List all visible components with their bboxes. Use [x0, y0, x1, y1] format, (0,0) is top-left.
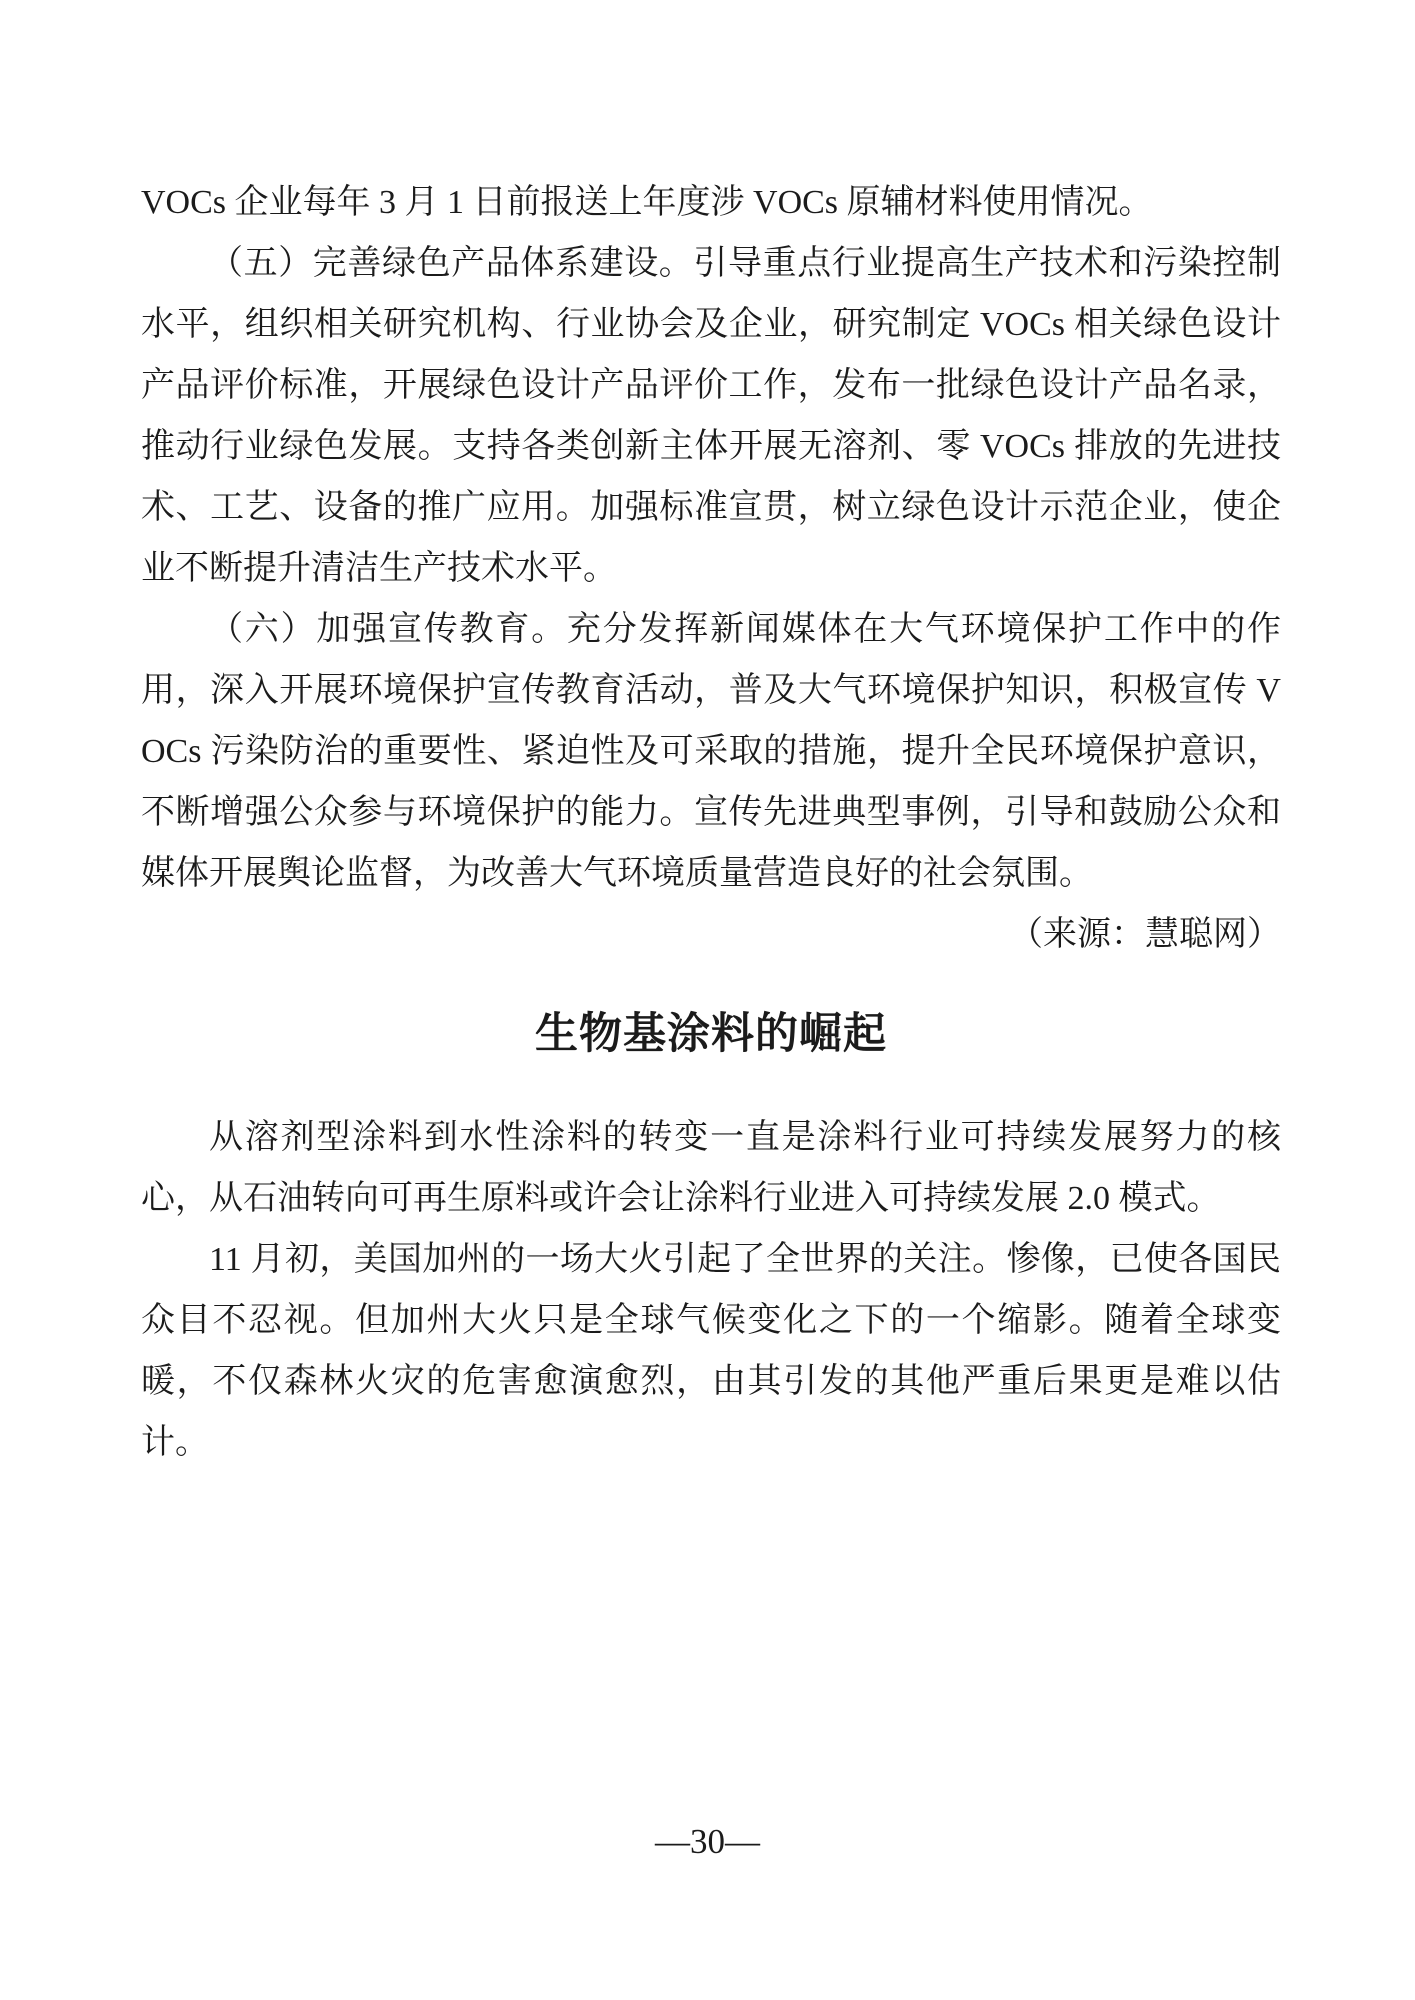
document-body — [141, 172, 1281, 1473]
paragraph-vocs-reporting: VOCs 企业每年 3 月 1 日前报送上年度涉 VOCs 原辅材料使用情况。 — [141, 184, 1153, 221]
paragraph-item-5-green-products: （五）完善绿色产品体系建设。引导重点行业提高生产技术和污染控制水平，组织相关研究机构、行业协会及企业，研究制定 VOCs 相关绿色设计产品评价标准，开展绿色设计产品评价工作，发布一批绿色设计产品名录，推动行业绿色发展。支持各类创新主体开展无溶剂、零 VOCs 排放的先进技术、工艺、设备的推广应用。加强标准宣贯，树立绿色设计示范企业，使企业不断提升清洁生产技术水平。 — [141, 245, 1281, 587]
paragraph-item-6-publicity-education: （六）加强宣传教育。充分发挥新闻媒体在大气环境保护工作中的作用，深入开展环境保护宣传教育活动，普及大气环境保护知识，积极宣传 VOCs 污染防治的重要性、紧迫性及可采取的措施，提升全民环境保护意识，不断增强公众参与环境保护的能力。宣传先进典型事例，引导和鼓励公众和媒体开展舆论监督，为改善大气环境质量营造良好的社会氛围。 — [141, 611, 1281, 892]
page-number: —30— — [655, 1822, 760, 1861]
section-title-biobased-coatings: 生物基涂料的崛起 — [535, 1011, 887, 1058]
source-attribution: （来源：慧聪网） — [1009, 916, 1281, 953]
paragraph-solvent-to-waterborne: 从溶剂型涂料到水性涂料的转变一直是涂料行业可持续发展努力的核心，从石油转向可再生原料或许会让涂料行业进入可持续发展 2.0 模式。 — [141, 1119, 1281, 1217]
paragraph-california-wildfire: 11 月初，美国加州的一场大火引起了全世界的关注。惨像，已使各国民众目不忍视。但加州大火只是全球气候变化之下的一个缩影。随着全球变暖，不仅森林火灾的危害愈演愈烈，由其引发的其他严重后果更是难以估计。 — [141, 1241, 1281, 1461]
